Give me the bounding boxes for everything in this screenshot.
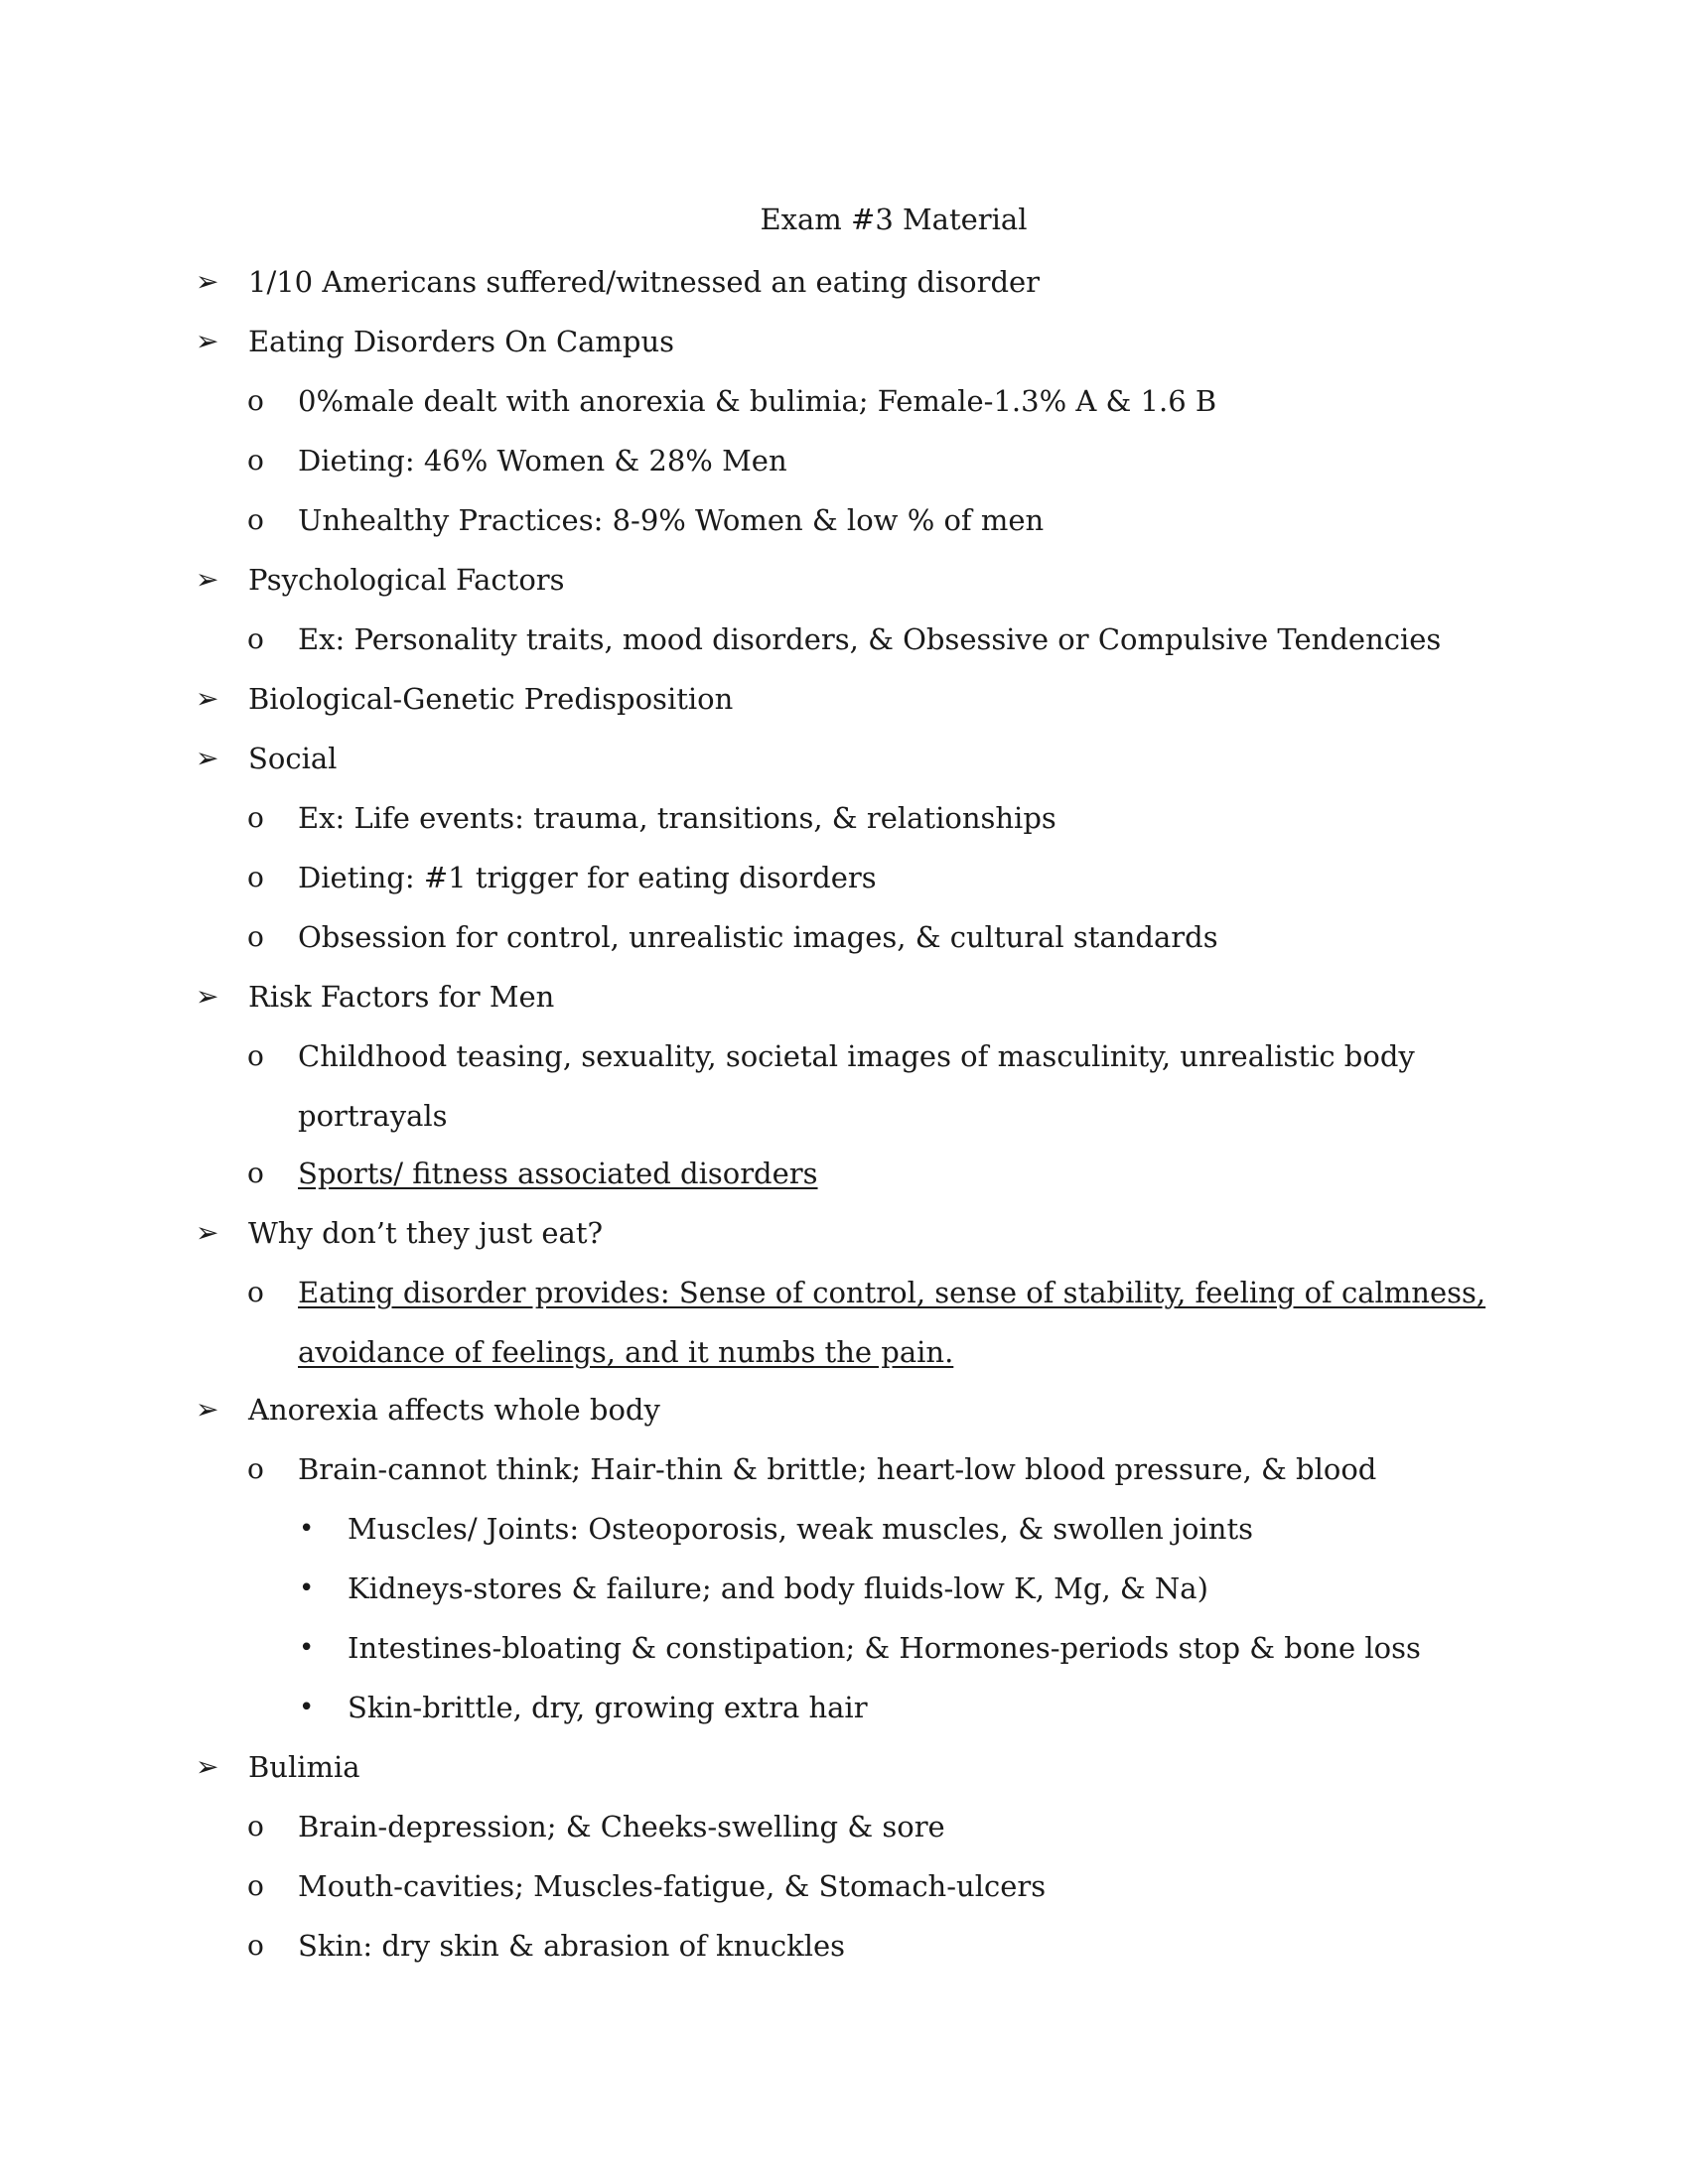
list-item (0, 1801, 1688, 1860)
list-item (0, 1148, 1688, 1207)
outline-list (0, 256, 1688, 1979)
list-item-text: Biological-Genetic Predisposition (248, 682, 734, 716)
list-item-text: Psychological Factors (248, 563, 565, 597)
list-item (0, 614, 1688, 673)
arrowhead-bullet-icon: ➢ (196, 1393, 219, 1426)
list-item-text: Brain-depression; & Cheeks-swelling & sore (298, 1810, 945, 1843)
circle-bullet-icon: o (247, 1929, 264, 1962)
list-item (0, 256, 1688, 316)
list-item-text: Skin-brittle, dry, growing extra hair (348, 1691, 868, 1724)
list-item-text: Intestines-bloating & constipation; & Hormones-periods stop & bone loss (348, 1631, 1421, 1665)
circle-bullet-icon: o (247, 1039, 264, 1072)
list-item (0, 375, 1688, 435)
list-item (0, 733, 1688, 792)
arrowhead-bullet-icon: ➢ (196, 563, 219, 596)
list-item (0, 911, 1688, 971)
list-item (0, 1920, 1688, 1979)
list-item-text: Social (248, 742, 338, 775)
list-item (0, 1563, 1688, 1622)
list-item-text: avoidance of feelings, and it numbs the pain. (298, 1335, 954, 1369)
filled-bullet-icon: • (299, 1514, 315, 1544)
list-item-text: Unhealthy Practices: 8-9% Women & low % of men (298, 503, 1045, 537)
list-item (0, 971, 1688, 1030)
list-item-continuation (0, 1326, 1688, 1384)
circle-bullet-icon: o (247, 444, 264, 477)
list-item-text: Ex: Life events: trauma, transitions, & relationships (298, 801, 1056, 835)
arrowhead-bullet-icon: ➢ (196, 980, 219, 1013)
list-item-text: Skin: dry skin & abrasion of knuckles (298, 1929, 846, 1963)
circle-bullet-icon: o (247, 861, 264, 893)
list-item-text: Anorexia affects whole body (248, 1393, 660, 1427)
circle-bullet-icon: o (247, 801, 264, 834)
list-item (0, 554, 1688, 614)
list-item-text: Dieting: 46% Women & 28% Men (298, 444, 787, 478)
arrowhead-bullet-icon: ➢ (196, 682, 219, 715)
arrowhead-bullet-icon: ➢ (196, 1216, 219, 1249)
circle-bullet-icon: o (247, 1452, 264, 1485)
circle-bullet-icon: o (247, 1157, 264, 1189)
list-item-text: Risk Factors for Men (248, 980, 555, 1014)
list-item-text: Bulimia (248, 1750, 360, 1784)
list-item (0, 1503, 1688, 1563)
list-item (0, 1682, 1688, 1741)
circle-bullet-icon: o (247, 384, 264, 417)
list-item (0, 494, 1688, 554)
list-item-text: Eating disorder provides: Sense of control, sense of stability, feeling of calmness, (298, 1276, 1486, 1309)
list-item-text: Muscles/ Joints: Osteoporosis, weak muscles, & swollen joints (348, 1512, 1253, 1546)
arrowhead-bullet-icon: ➢ (196, 1750, 219, 1783)
list-item (0, 1741, 1688, 1801)
circle-bullet-icon: o (247, 622, 264, 655)
list-item-text: 0%male dealt with anorexia & bulimia; Female-1.3% A & 1.6 B (298, 384, 1217, 418)
list-item-text: Dieting: #1 trigger for eating disorders (298, 861, 877, 894)
filled-bullet-icon: • (299, 1693, 315, 1722)
list-item-text: portrayals (298, 1099, 448, 1133)
list-item-text: Why don’t they just eat? (248, 1216, 604, 1250)
list-item (0, 1267, 1688, 1326)
list-item (0, 1443, 1688, 1503)
arrowhead-bullet-icon: ➢ (196, 742, 219, 774)
list-item (0, 673, 1688, 733)
list-item-text: Ex: Personality traits, mood disorders, & Obsessive or Compulsive Tendencies (298, 622, 1442, 656)
list-item-text: Eating Disorders On Campus (248, 325, 675, 358)
arrowhead-bullet-icon: ➢ (196, 325, 219, 357)
list-item-text: Sports/ fitness associated disorders (298, 1157, 818, 1190)
list-item (0, 1860, 1688, 1920)
circle-bullet-icon: o (247, 1276, 264, 1308)
page-title: Exam #3 Material (760, 203, 1028, 236)
list-item-text: Brain-cannot think; Hair-thin & brittle; heart-low blood pressure, & blood (298, 1452, 1377, 1486)
list-item (0, 1030, 1688, 1090)
list-item (0, 1622, 1688, 1682)
arrowhead-bullet-icon: ➢ (196, 265, 219, 298)
list-item-text: Obsession for control, unrealistic images, & cultural standards (298, 920, 1218, 954)
circle-bullet-icon: o (247, 920, 264, 953)
list-item (0, 792, 1688, 852)
list-item-text: Childhood teasing, sexuality, societal images of masculinity, unrealistic body (298, 1039, 1415, 1073)
list-item (0, 316, 1688, 375)
circle-bullet-icon: o (247, 503, 264, 536)
list-item (0, 1207, 1688, 1267)
list-item (0, 852, 1688, 911)
list-item-continuation (0, 1090, 1688, 1148)
list-item-text: Mouth-cavities; Muscles-fatigue, & Stomach-ulcers (298, 1869, 1047, 1903)
filled-bullet-icon: • (299, 1573, 315, 1603)
circle-bullet-icon: o (247, 1810, 264, 1843)
list-item (0, 435, 1688, 494)
filled-bullet-icon: • (299, 1633, 315, 1663)
list-item-text: Kidneys-stores & failure; and body fluids-low K, Mg, & Na) (348, 1571, 1208, 1605)
list-item (0, 1384, 1688, 1443)
list-item-text: 1/10 Americans suffered/witnessed an eating disorder (248, 265, 1041, 299)
circle-bullet-icon: o (247, 1869, 264, 1902)
